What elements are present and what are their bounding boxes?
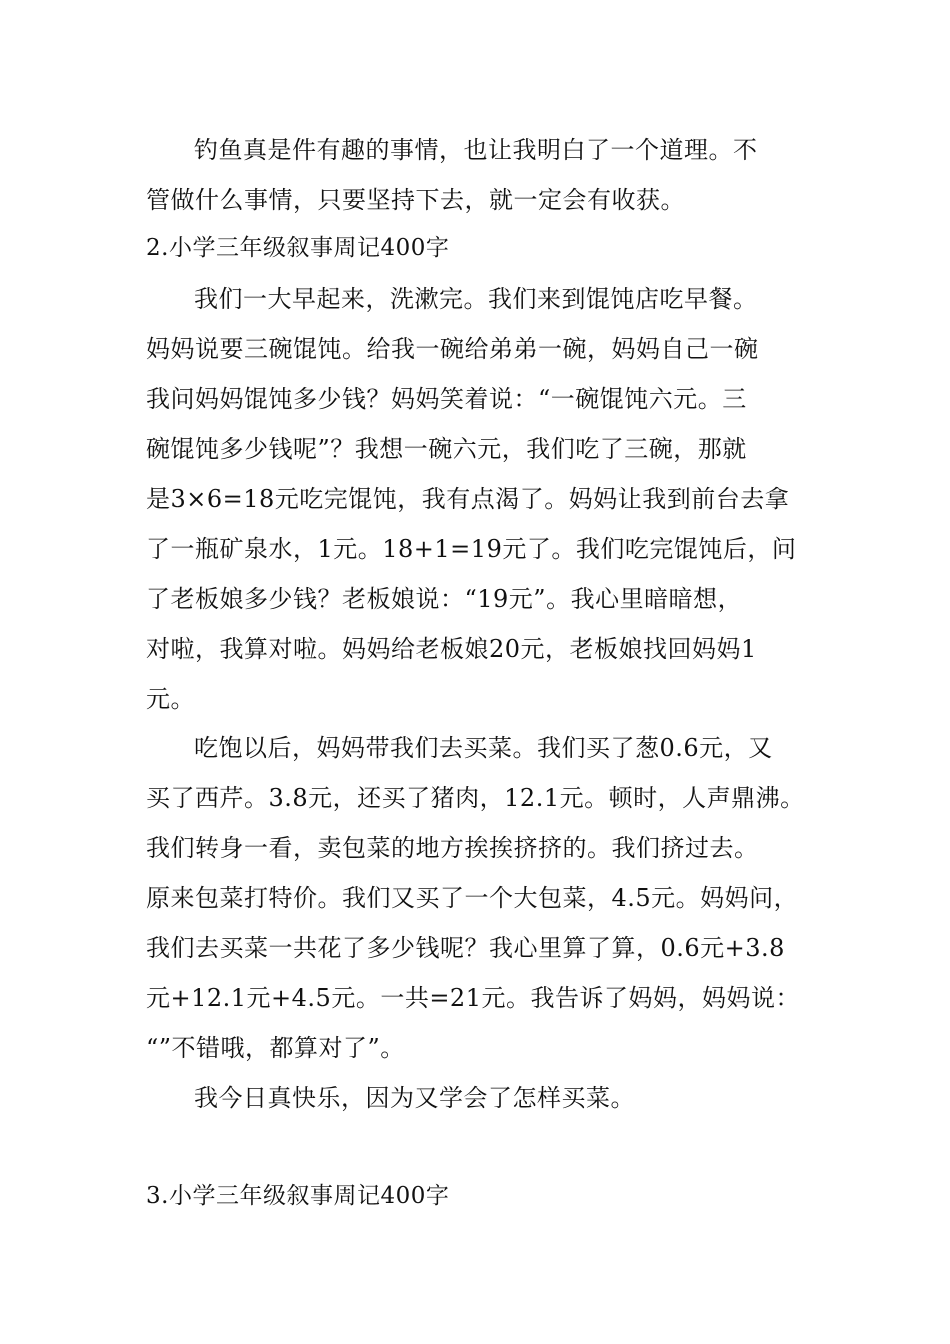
paragraph-4-line-1: 我今日真快乐，因为又学会了怎样买菜。 — [194, 1084, 635, 1112]
paragraph-2-line-9: 元。 — [146, 685, 195, 713]
paragraph-1-line-1: 钓鱼真是件有趣的事情，也让我明白了一个道理。不 — [194, 136, 758, 164]
paragraph-3-line-2: 买了西芹。3.8元，还买了猪肉，12.1元。顿时，人声鼎沸。 — [146, 784, 805, 812]
paragraph-1-line-2: 管做什么事情，只要坚持下去，就一定会有收获。 — [146, 186, 685, 214]
paragraph-2-line-2: 妈妈说要三碗馄饨。给我一碗给弟弟一碗，妈妈自己一碗 — [146, 335, 759, 363]
paragraph-3-line-5: 我们去买菜一共花了多少钱呢？我心里算了算，0.6元+3.8 — [146, 934, 785, 962]
paragraph-2-line-1: 我们一大早起来，洗漱完。我们来到馄饨店吃早餐。 — [194, 285, 758, 313]
paragraph-2-line-8: 对啦，我算对啦。妈妈给老板娘20元，老板娘找回妈妈1 — [146, 635, 757, 663]
paragraph-2-line-5: 是3×6=18元吃完馄饨，我有点渴了。妈妈让我到前台去拿 — [146, 485, 790, 513]
paragraph-2-line-4: 碗馄饨多少钱呢”？我想一碗六元，我们吃了三碗，那就 — [146, 435, 747, 463]
paragraph-3-line-3: 我们转身一看，卖包菜的地方挨挨挤挤的。我们挤过去。 — [146, 834, 759, 862]
paragraph-3-line-7: “”不错哦，都算对了”。 — [146, 1034, 405, 1062]
paragraph-3-line-1: 吃饱以后，妈妈带我们去买菜。我们买了葱0.6元，又 — [194, 734, 773, 762]
section-heading-2: 2.小学三年级叙事周记400字 — [146, 235, 450, 261]
paragraph-3-line-4: 原来包菜打特价。我们又买了一个大包菜，4.5元。妈妈问， — [146, 884, 799, 912]
section-heading-3: 3.小学三年级叙事周记400字 — [146, 1183, 450, 1209]
paragraph-3-line-6: 元+12.1元+4.5元。一共=21元。我告诉了妈妈，妈妈说： — [146, 984, 800, 1012]
paragraph-2-line-3: 我问妈妈馄饨多少钱？妈妈笑着说：“一碗馄饨六元。三 — [146, 385, 747, 413]
paragraph-2-line-7: 了老板娘多少钱？老板娘说：“19元”。我心里暗暗想， — [146, 585, 743, 613]
paragraph-2-line-6: 了一瓶矿泉水，1元。18+1=19元了。我们吃完馄饨后，问 — [146, 535, 797, 563]
